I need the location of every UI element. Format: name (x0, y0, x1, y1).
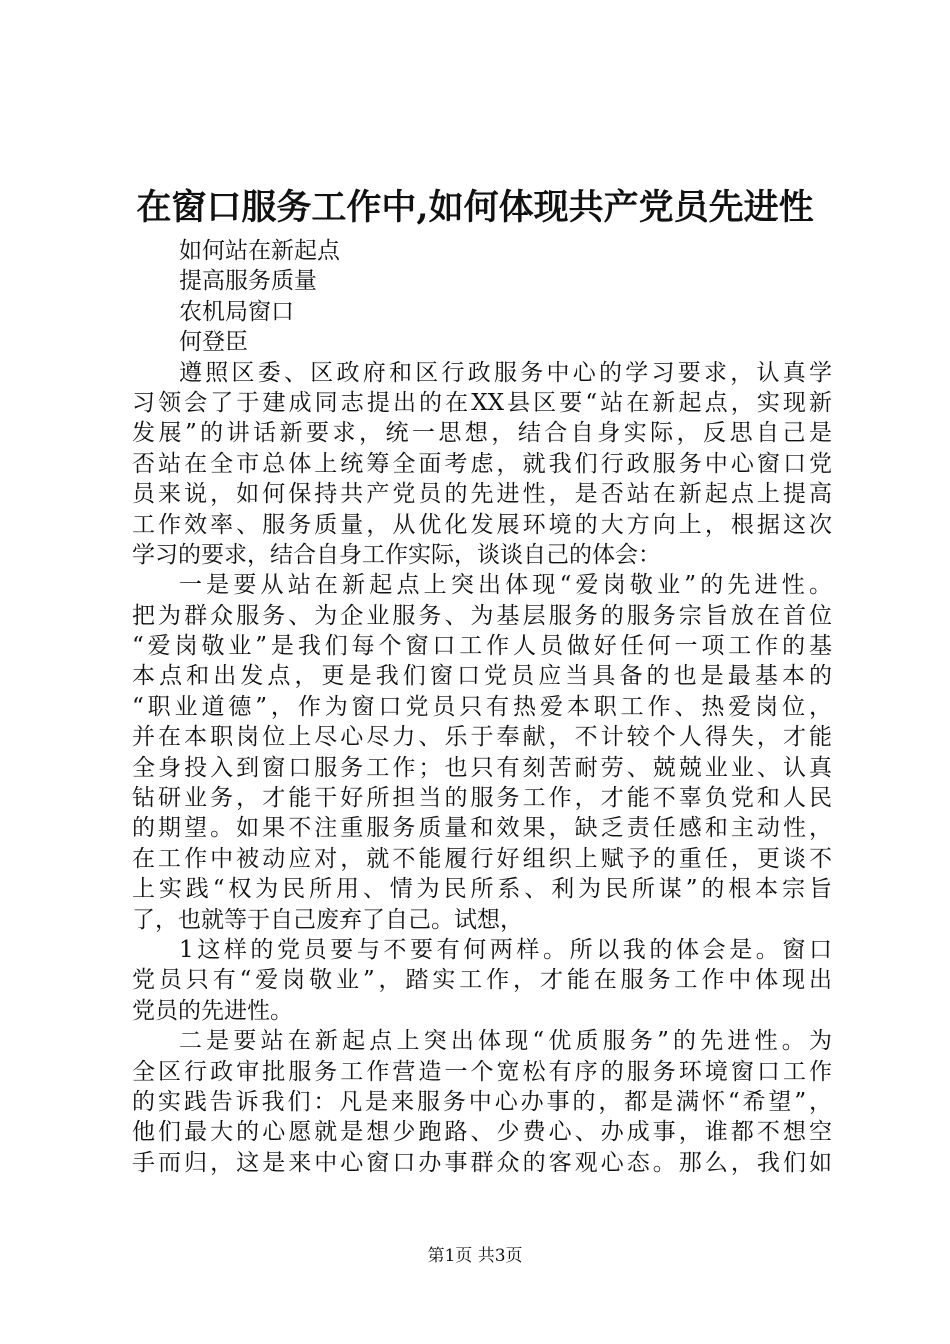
paragraph-line: 全身投入到窗口服务工作；也只有刻苦耐劳、兢兢业业、认真 (132, 754, 832, 781)
page-number-footer: 第1页 共3页 (427, 1246, 523, 1266)
paragraph-line: 学习的要求，结合自身工作实际，谈谈自己的体会： (132, 541, 661, 568)
paragraph-line: 手而归，这是来中心窗口办事群众的客观心态。那么，我们如 (132, 1149, 832, 1176)
department-line: 农机局窗口 (179, 298, 294, 325)
author-line: 何登臣 (179, 329, 248, 356)
paragraph-line: 了，也就等于自己废弃了自己。试想， (132, 906, 523, 933)
paragraph-line: 1这样的党员要与不要有何两样。所以我的体会是。窗口 (179, 936, 832, 963)
paragraph-line: 员来说，如何保持共产党员的先进性，是否站在新起点上提高 (132, 481, 832, 508)
paragraph-line: 上实践“权为民所用、情为民所系、利为民所谋”的根本宗旨 (132, 876, 832, 903)
paragraph-line: 他们最大的心愿就是想少跑路、少费心、办成事，谁都不想空 (132, 1119, 832, 1146)
paragraph-line: 的实践告诉我们：凡是来服务中心办事的，都是满怀“希望”， (132, 1088, 832, 1115)
paragraph-line: 二是要站在新起点上突出体现“优质服务”的先进性。为 (179, 1028, 832, 1055)
paragraph-line: 并在本职岗位上尽心尽力、乐于奉献，不计较个人得失，才能 (132, 724, 832, 751)
subtitle-line: 如何站在新起点 (179, 238, 340, 264)
paragraph-line: 在工作中被动应对，就不能履行好组织上赋予的重任，更谈不 (132, 845, 832, 872)
paragraph-line: 党员只有“爱岗敬业”，踏实工作，才能在服务工作中体现出 (132, 967, 832, 994)
paragraph-line: 发展”的讲话新要求，统一思想，结合自身实际，反思自己是 (132, 420, 832, 447)
paragraph-line: 钻研业务，才能干好所担当的服务工作，才能不辜负党和人民 (132, 785, 832, 812)
subtitle-line: 提高服务质量 (179, 268, 317, 295)
paragraph-line: “爱岗敬业”是我们每个窗口工作人员做好任何一项工作的基 (132, 633, 832, 660)
paragraph-line: 把为群众服务、为企业服务、为基层服务的服务宗旨放在首位 (132, 602, 832, 629)
paragraph-line: 党员的先进性。 (132, 997, 293, 1024)
paragraph-line: 全区行政审批服务工作营造一个宽松有序的服务环境窗口工作 (132, 1058, 832, 1085)
paragraph-line: 一是要从站在新起点上突出体现“爱岗敬业”的先进性。 (179, 572, 832, 599)
paragraph-line: 习领会了于建成同志提出的在XX县区要“站在新起点，实现新 (132, 389, 832, 416)
paragraph-line: 的期望。如果不注重服务质量和效果，缺乏责任感和主动性， (132, 815, 832, 842)
paragraph-line: “职业道德”，作为窗口党员只有热爱本职工作、热爱岗位， (132, 693, 832, 720)
paragraph-line: 工作效率、服务质量，从优化发展环境的大方向上，根据这次 (132, 511, 832, 538)
document-title: 在窗口服务工作中,如何体现共产党员先进性 (136, 187, 814, 228)
paragraph-line: 遵照区委、区政府和区行政服务中心的学习要求，认真学 (179, 359, 832, 386)
document-body (132, 236, 832, 1178)
paragraph-line: 否站在全市总体上统筹全面考虑，就我们行政服务中心窗口党 (132, 450, 832, 477)
paragraph-line: 本点和出发点，更是我们窗口党员应当具备的也是最基本的 (132, 663, 832, 690)
